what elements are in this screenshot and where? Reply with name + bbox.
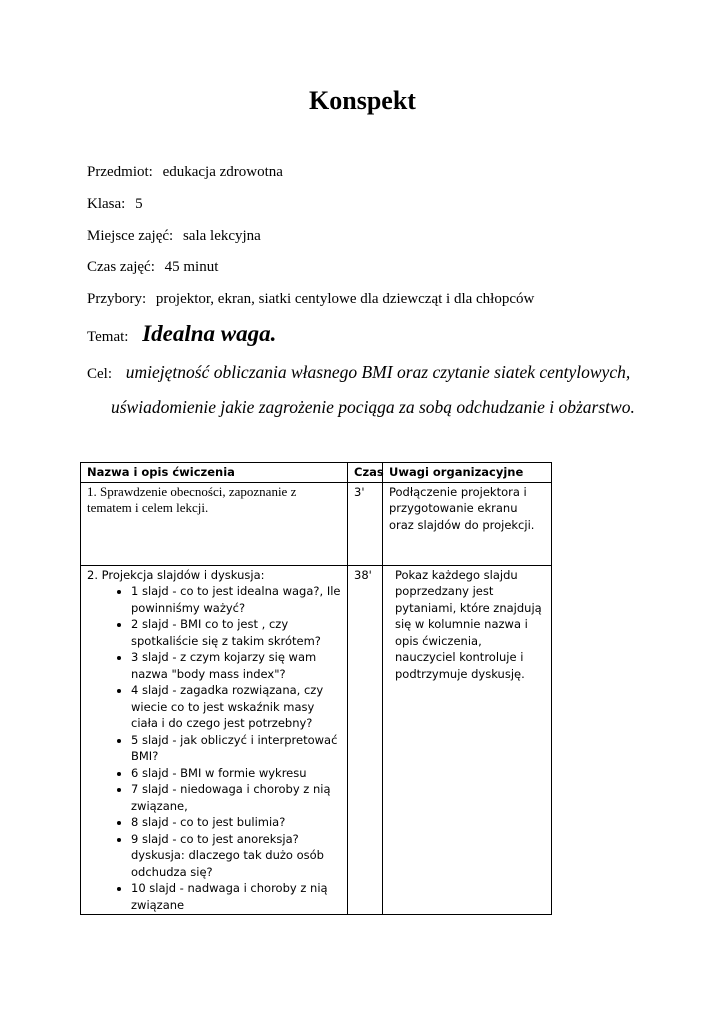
- slide-item: • 10 slajd - nadwaga i choroby z nią związane: [131, 880, 341, 913]
- subject-line: [87, 164, 283, 181]
- header-name: Nazwa i opis ćwiczenia: [81, 463, 348, 483]
- slide-item: • 7 slajd - niedowaga i choroby z nią związane,: [131, 781, 341, 814]
- slides-list: [87, 583, 341, 913]
- tools-line: [87, 291, 534, 308]
- goal-label: Cel:: [87, 366, 112, 382]
- slide-item: • 2 slajd - BMI co to jest , czy spotkaliście się z takim skrótem?: [131, 616, 341, 649]
- row1-time: 3': [348, 482, 383, 565]
- slide-item: • 5 slajd - jak obliczyć i interpretować BMI?: [131, 732, 341, 765]
- time-label: Czas zajęć:: [87, 259, 155, 275]
- tools-label: Przybory:: [87, 291, 147, 307]
- place-value: sala lekcyjna: [182, 228, 261, 244]
- subject-label: Przedmiot:: [87, 164, 153, 180]
- row2-time: 38': [348, 565, 383, 915]
- document-title: Konspekt: [309, 86, 416, 115]
- class-label: Klasa:: [87, 196, 126, 212]
- header-notes: Uwagi organizacyjne: [383, 463, 552, 483]
- goal-line: [87, 362, 630, 383]
- slide-item: • 4 slajd - zagadka rozwiązana, czy wiecie co to jest wskaźnik masy ciała i do czego jest potrzebny?: [131, 682, 341, 732]
- row2-name: 2. Projekcja slajdów i dyskusja:: [87, 567, 265, 582]
- topic-line: [87, 321, 276, 347]
- class-value: 5: [135, 196, 143, 212]
- row1-notes: Podłączenie projektora i przygotowanie ekranu oraz slajdów do projekcji.: [383, 482, 552, 565]
- topic-label: Temat:: [87, 329, 129, 345]
- row2-notes: Pokaz każdego slajdu poprzedzany jest pytaniami, które znajdują się w kolumnie nazwa i opis ćwiczenia, nauczyciel kontroluje i podtrzymuje dyskusję.: [383, 565, 552, 915]
- slide-item: • 3 slajd - z czym kojarzy się wam nazwa "body mass index"?: [131, 649, 341, 682]
- slide-item: • 8 slajd - co to jest bulimia?: [131, 814, 341, 831]
- header-time: Czas: [348, 463, 383, 483]
- time-line: [87, 259, 218, 276]
- table-row: [81, 482, 552, 565]
- lesson-plan-table: [80, 462, 552, 915]
- goal-value-line1: umiejętność obliczania własnego BMI oraz czytanie siatek centylowych,: [125, 362, 631, 382]
- table-header-row: [81, 463, 552, 483]
- topic-value: Idealna waga.: [142, 321, 277, 346]
- subject-value: edukacja zdrowotna: [162, 164, 283, 180]
- slide-item: • 9 slajd - co to jest anoreksja? dyskusja: dlaczego tak dużo osób odchudza się?: [131, 831, 341, 881]
- place-line: [87, 228, 261, 245]
- place-label: Miejsce zajęć:: [87, 228, 174, 244]
- goal-value-line2: uświadomienie jakie zagrożenie pociąga za sobą odchudzanie i obżarstwo.: [111, 397, 635, 417]
- table-row: [81, 565, 552, 915]
- row1-name: 1. Sprawdzenie obecności, zapoznanie z tematem i celem lekcji.: [81, 482, 348, 565]
- row2-name-cell: [81, 565, 348, 915]
- slide-item: • 6 slajd - BMI w formie wykresu: [131, 765, 341, 782]
- class-line: [87, 196, 143, 213]
- tools-value: projektor, ekran, siatki centylowe dla dziewcząt i dla chłopców: [155, 291, 535, 307]
- slide-item: • 1 slajd - co to jest idealna waga?, Ile powinniśmy ważyć?: [131, 583, 341, 616]
- time-value: 45 minut: [164, 259, 219, 275]
